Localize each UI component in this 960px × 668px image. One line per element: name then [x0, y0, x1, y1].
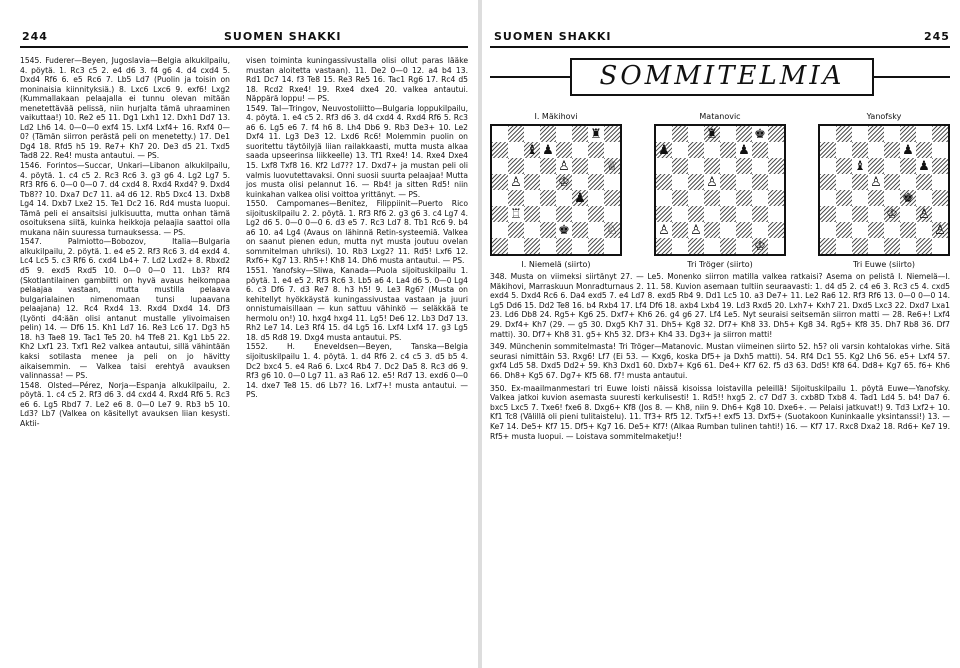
game-1548: 1548. Olsted—Pérez, Norja—Espanja alkukilpailu, 2. pöytä. 1. c4 c5 2. Rf3 d6 3. d4 cxd4 4. Rxd4 Rf6 5. Rc3 e6 6. Lg5 Rbd7 7. Le2 e6 8. 0—0 Le7 9. Rb3 b5 10. Ld3? Lb7 (Valkea on käsitellyt avauksen liian kesysti. Aktii- — [20, 380, 230, 428]
board-square — [820, 222, 836, 238]
board-square — [604, 126, 620, 142]
board-square — [492, 238, 508, 254]
board-square — [820, 190, 836, 206]
board-square — [736, 174, 752, 190]
board-square — [656, 222, 672, 238]
board-square — [704, 174, 720, 190]
board-square — [540, 142, 556, 158]
board-square — [752, 222, 768, 238]
board-square — [688, 190, 704, 206]
board-square — [752, 238, 768, 254]
game-1546: 1546. Forintos—Succar, Unkari—Libanon alkukilpailu, 4. pöytä. 1. c4 c5 2. Rc3 Rc6 3. g3 g6 4. Lg2 Lg7 5. Rf3 Rf6 6. 0—0 0—0 7. d4 cxd4 8. Rxd4 Rxd4? 9. Dxd4 Tb8?? 10. Dxa7 Dc7 11. a4 d6 12. Rb5 Dxc4 13. Dxb8 Lg4 14. Dxb7 Lxe2 15. Te1 Dc2 16. Rd4 musta luopui. Tämä peli ei ansaitsisi julkisuutta, mutta onhan tämä osoituksena siitä, kuinka heikkoja pelaajia saattoi olla mukana näin suuressa turnauksessa. — PS. — [20, 161, 230, 237]
board-square — [704, 190, 720, 206]
board-square — [932, 206, 948, 222]
game-1549: 1549. Tal—Tringov, Neuvostoliitto—Bulgaria loppukilpailu, 4. pöytä. 1. e4 c5 2. Rf3 d6 3. d4 cxd4 4. Rxd4 Rf6 5. Rc3 a6 6. Lg5 e6 7. f4 h6 8. Lh4 Db6 9. Rb3 De3+ 10. Le2 Dxf4 11. Lg3 De3 12. Lxd6 Rc6! Molemmin puolin on suoritettu täytöilyjä liian railakkaasti, mutta musta alkaa saada upseerinsa liikkeelle) 13. Tf1 Rxe4! 14. Rxe4 Dxe4 15. Lxf8 Txf8 16. Kf2 Ld7?? 17. Dxd7+ ja mustan peli oli valmis luovutettavaksi. Onni suosii suurta pelaajaa! Mutta jos musta olisi pelannut 16. — Rb4! ja sitten Rd5! niin kuinkahan valkea olisi voittoa yrittänyt. — PS. — [246, 103, 468, 199]
page-number-left: 244 — [22, 30, 48, 43]
board-square — [736, 206, 752, 222]
board-square — [508, 222, 524, 238]
solution-348: 348. Musta on viimeksi siirtänyt 27. — Le5. Monenko siirron matilla valkea ratkaisi? Asema on pelistä I. Niemelä—I. Mäkihovi, Marraskuun Monradturnaus 2. 11. 58. Kuvion asemaan tultiin seuraavasti: 1. d4 d5 2. c4 e6 3. Rc3 c5 4. cxd5 exd4 5. Dxd4 Rc6 6. Da4 exd5 7. e4 Ld7 8. exd5 Rb4 9. Dd1 Lc5 10. a3 De7+ 11. Le2 Ra6 12. Rf3 Rf6 13. 0—0 0—0 14. Lg5 Dd6 15. Dd2 Te8 16. b4 Rxb4 17. Lf4 Df6 18. axb4 Lxb4 19. Ld3 Rxd5 20. Lxh7+ Kxh7 21. Dxd5 Lxc3 22. Dxd7 Lxa1 23. Ld6 Db8 24. Rg5+ Kg6 25. Dxf7+ Kh6 26. g4 g6 27. Lf4 Le5. Nyt seuraisi seitsemän siirron matti — 28. Re6+! Lxf4 29. Dxf4+ Kh7 (29. — g5 30. Dxg5 Kh7 31. Dh5+ Kg8 32. Df7+ Kh8 33. Dh5+ Kg8 34. Rg5+ Kf8 35. Dh7 Rb8 36. Df7 matti). 30. Df7+ Kh8 31. g5+ Kh5 32. Df3+ Kh4 33. Dg3+ ja siirron matti! — [490, 272, 950, 339]
board-square — [836, 126, 852, 142]
board-square — [540, 158, 556, 174]
board-square — [852, 126, 868, 142]
board-square — [508, 158, 524, 174]
board-square — [508, 206, 524, 222]
board-square — [588, 126, 604, 142]
board-square — [736, 238, 752, 254]
chess-piece-icon: ♚ — [902, 190, 914, 206]
chess-piece-icon: ♔ — [754, 238, 766, 254]
board-square — [752, 158, 768, 174]
game-1548-cont: visen toiminta kuningassivustalla olisi ollut paras lääke mustan aloitetta vastaan). 11. De2 0—0 12. a4 b4 13. Rd1 Dc7 14. f3 Te8 15. Re3 Re5 16. Tac1 Rg6 17. Rc4 d5 18. Rcd2 Rxe4! 19. Rxe4 dxe4 20. valkea antautui. Näppärä loppu! — PS. — [246, 56, 468, 104]
board-square — [884, 158, 900, 174]
board-square — [524, 190, 540, 206]
chess-piece-icon: ♟ — [738, 142, 750, 158]
board-square — [836, 238, 852, 254]
board-square — [932, 142, 948, 158]
board-square — [720, 190, 736, 206]
chess-piece-icon: ♜ — [706, 126, 718, 142]
board-square — [736, 222, 752, 238]
board-square — [752, 126, 768, 142]
board-square — [704, 158, 720, 174]
diagram-2 — [654, 112, 786, 269]
chess-board — [818, 124, 950, 256]
board-square — [688, 174, 704, 190]
board-square — [836, 222, 852, 238]
board-square — [768, 222, 784, 238]
board-square — [820, 206, 836, 222]
board-square — [656, 238, 672, 254]
board-square — [736, 126, 752, 142]
header-rule-right — [490, 46, 950, 48]
board-square — [704, 206, 720, 222]
board-square — [916, 206, 932, 222]
chess-piece-icon: ♙ — [558, 158, 570, 174]
chess-piece-icon: ♟ — [918, 158, 930, 174]
board-square — [588, 238, 604, 254]
board-square — [572, 142, 588, 158]
board-square — [688, 126, 704, 142]
board-square — [820, 174, 836, 190]
board-square — [656, 126, 672, 142]
board-square — [836, 142, 852, 158]
board-square — [588, 206, 604, 222]
board-square — [672, 158, 688, 174]
board-square — [540, 206, 556, 222]
board-square — [572, 174, 588, 190]
board-square — [524, 238, 540, 254]
board-square — [588, 174, 604, 190]
board-square — [720, 126, 736, 142]
game-1545: 1545. Fuderer—Beyen, Jugoslavia—Belgia alkukilpailu, 4. pöytä. 1. Rc3 c5 2. e4 d6 3. f4 g6 4. d4 cxd4 5. Dxd4 Rf6 6. e5 Rc6 7. Lb5 Ld7 (Puolin ja toisin on moninaisia kiinnityksiä.) 8. Lxc6 Lxc6 9. exf6! Lxg2 (Kummallakaan pelaajalla ei tunnu olevan mitään menetettävää pelissä, niin hurjalta tämä uhraaminen vaikuttaa!) 10. Re2 e5 11. Dg1 Lxh1 12. Dxh1 Dd7 13. Ld2 Lh6 14. 0—0—0 exf4 15. Lxf4 Lxf4+ 16. Rxf4 0—0? (Tämän siirron perästä peli on menetetty.) 17. De1 Dg4 18. Rfd5 h5 19. Re7+ Kh7 20. De3 d5 21. Txd5 Tad8 22. Re4! musta antautui. — PS. — [20, 56, 230, 161]
board-square — [556, 126, 572, 142]
board-square — [868, 222, 884, 238]
board-square — [524, 222, 540, 238]
board-square — [492, 142, 508, 158]
board-square — [900, 174, 916, 190]
board-square — [704, 238, 720, 254]
board-square — [704, 222, 720, 238]
game-1551: 1551. Yanofsky—Sliwa, Kanada—Puola sijoituskilpailu 1. pöytä. 1. e4 e5 2. Rf3 Rc6 3. Lb5 a6 4. La4 d6 5. 0—0 Lg4 6. c3 Df6 7. d3 Re7 8. h3 h5! 9. Le3 Rg6? (Musta on kehitellyt hyökkäystä kuningassivustaa vastaan ja juuri onnistumaisillaan — kun sattuu vähinkö — seläkkää te hermolu on!) 10. hxg4 hxg4 11. Lg5! De6 12. Lb3 Dd7 13. Rh2 Le7 14. Le3 Rf4 15. d4 Lg5 16. Lxf4 Lxf4 17. g3 Lg5 18. d5 Rd8 19. Dxg4 musta antautui. PS. — [246, 266, 468, 342]
board-square — [508, 174, 524, 190]
board-square — [852, 158, 868, 174]
board-square — [492, 126, 508, 142]
board-square — [572, 158, 588, 174]
board-square — [604, 142, 620, 158]
chess-piece-icon: ♝ — [854, 158, 866, 174]
chess-piece-icon: ♙ — [510, 174, 522, 190]
board-square — [572, 206, 588, 222]
board-square — [688, 206, 704, 222]
board-square — [720, 238, 736, 254]
board-square — [932, 126, 948, 142]
board-square — [752, 190, 768, 206]
chess-piece-icon: ♟ — [574, 190, 586, 206]
right-page — [482, 0, 960, 668]
board-square — [604, 222, 620, 238]
board-square — [604, 190, 620, 206]
board-square — [736, 158, 752, 174]
board-square — [720, 158, 736, 174]
board-square — [688, 238, 704, 254]
board-square — [672, 190, 688, 206]
diagram-1 — [490, 112, 622, 269]
board-square — [736, 190, 752, 206]
header-rule-left — [20, 46, 468, 48]
diagram-1-title: I. Mäkihovi — [534, 112, 578, 121]
board-square — [900, 238, 916, 254]
board-square — [524, 126, 540, 142]
board-square — [868, 158, 884, 174]
board-square — [868, 190, 884, 206]
board-square — [540, 238, 556, 254]
board-square — [508, 126, 524, 142]
board-square — [672, 174, 688, 190]
board-square — [752, 206, 768, 222]
board-square — [932, 158, 948, 174]
chess-piece-icon: ♙ — [870, 174, 882, 190]
board-square — [492, 158, 508, 174]
board-square — [556, 238, 572, 254]
board-square — [720, 174, 736, 190]
board-square — [556, 190, 572, 206]
board-square — [884, 206, 900, 222]
board-square — [604, 174, 620, 190]
board-square — [752, 174, 768, 190]
board-square — [736, 142, 752, 158]
board-square — [932, 174, 948, 190]
board-square — [900, 222, 916, 238]
board-square — [672, 142, 688, 158]
board-square — [836, 190, 852, 206]
diagram-2-caption: Tri Tröger (siirto) — [687, 260, 753, 269]
board-square — [524, 158, 540, 174]
board-square — [820, 158, 836, 174]
board-square — [572, 238, 588, 254]
board-square — [688, 142, 704, 158]
chess-piece-icon: ♜ — [590, 126, 602, 142]
board-square — [540, 222, 556, 238]
board-square — [900, 206, 916, 222]
board-square — [656, 190, 672, 206]
chess-piece-icon: ♙ — [934, 222, 946, 238]
diagram-3-title: Yanofsky — [866, 112, 902, 121]
board-square — [656, 158, 672, 174]
board-square — [540, 190, 556, 206]
chess-piece-icon: ♙ — [690, 222, 702, 238]
board-square — [492, 190, 508, 206]
solution-349: 349. Münchenin sommitelmasta! Tri Tröger—Matanovic. Mustan viimeinen siirto 52. h5? oli varsin kohtalokas virhe. Sitä seurasi nimittäin 53. Rxg6! Lf7 (Ei 53. — Kxg6, koska Df5+ ja Dxh5 matti). 54. Rf4 Dc1 55. Kg2 Lh6 56. e5+ Lxf4 57. gxf4 Ld5 58. Dxd5 Dd2+ 59. Kh3 Dxd1 60. Dxb7+ Kg6 61. De4+ Kf7 62. f5 d3 63. Dd5! Kf8 64. Dd8+ Kg7 65. f6+ Kh6 66. Dh8+ Kg5 67. Dg7+ Kf5 68. f7! musta antautui. — [490, 342, 950, 380]
section-banner — [490, 58, 950, 92]
game-1552: 1552. H. Eneveldsen—Beyen, Tanska—Belgia sijoituskilpailu 1. 4. pöytä. 1. d4 Rf6 2. c4 c5 3. d5 b5 4. Dc2 bxc4 5. e4 Ra6 6. Lxc4 Rb4 7. Dc2 Da5 8. Rc3 d6 9. Rf3 g6 10. 0—0 Lg7 11. a3 Ra6 12. e5! Rd7 13. exd6 0—0 14. dxe7 Te8 15. d6 Lb7? 16. Lxf7+! musta antautui. — PS. — [246, 342, 468, 400]
board-square — [852, 142, 868, 158]
board-square — [752, 142, 768, 158]
board-square — [916, 222, 932, 238]
board-square — [820, 142, 836, 158]
diagram-3 — [818, 112, 950, 269]
chess-piece-icon: ♕ — [606, 158, 618, 174]
board-square — [588, 222, 604, 238]
diagram-1-caption: I. Niemelä (siirto) — [521, 260, 591, 269]
board-square — [768, 142, 784, 158]
board-square — [604, 158, 620, 174]
game-1550: 1550. Campomanes—Benitez, Filippiinit—Puerto Rico sijoituskilpailu 2. 2. pöytä. 1. Rf3 Rf6 2. g3 g6 3. c4 Lg7 4. Lg2 d6 5. 0—0 0—0 6. d3 e5 7. Rc3 Ld7 8. Tb1 Rc6 9. b4 a6 10. a4 Lg4 (Avaus on lähinnä Retin-systeemiä. Valkea on saanut pienen edun, mutta nyt musta joutuu ovelan sommitelman uhriksi). 10. Rb3 Lxg2? 11. Rd5! Lxf6 12. Rxf6+ Kg7 13. Rh5+! Kh8 14. Dh6 musta antautui. — PS. — [246, 199, 468, 266]
chess-piece-icon: ♟ — [658, 142, 670, 158]
board-square — [704, 142, 720, 158]
board-square — [508, 142, 524, 158]
board-square — [604, 238, 620, 254]
chess-piece-icon: ♟ — [542, 142, 554, 158]
board-square — [556, 158, 572, 174]
board-square — [916, 142, 932, 158]
board-square — [720, 142, 736, 158]
board-square — [492, 174, 508, 190]
board-square — [768, 206, 784, 222]
board-square — [884, 190, 900, 206]
board-square — [916, 126, 932, 142]
board-square — [852, 238, 868, 254]
board-square — [868, 174, 884, 190]
board-square — [540, 174, 556, 190]
chess-piece-icon: ♟ — [902, 142, 914, 158]
board-square — [868, 126, 884, 142]
board-square — [572, 126, 588, 142]
diagram-2-title: Matanovic — [699, 112, 741, 121]
board-square — [656, 142, 672, 158]
board-square — [672, 238, 688, 254]
board-square — [768, 126, 784, 142]
chess-piece-icon: ♚ — [754, 126, 766, 142]
page-number-right: 245 — [924, 30, 950, 43]
board-square — [672, 206, 688, 222]
chess-piece-icon: ♙ — [658, 222, 670, 238]
board-square — [884, 238, 900, 254]
board-square — [588, 158, 604, 174]
board-square — [916, 190, 932, 206]
board-square — [588, 142, 604, 158]
board-square — [916, 158, 932, 174]
board-square — [540, 126, 556, 142]
board-square — [556, 174, 572, 190]
board-square — [720, 222, 736, 238]
board-square — [900, 126, 916, 142]
board-square — [672, 126, 688, 142]
board-square — [932, 190, 948, 206]
board-square — [768, 238, 784, 254]
board-square — [884, 142, 900, 158]
chess-piece-icon: ♝ — [526, 142, 538, 158]
board-square — [836, 206, 852, 222]
left-column-2 — [246, 56, 468, 400]
board-square — [704, 126, 720, 142]
board-square — [720, 206, 736, 222]
board-square — [604, 206, 620, 222]
board-square — [900, 158, 916, 174]
board-square — [852, 174, 868, 190]
board-square — [884, 222, 900, 238]
board-square — [836, 174, 852, 190]
board-square — [572, 222, 588, 238]
board-square — [572, 190, 588, 206]
board-square — [768, 158, 784, 174]
board-square — [820, 126, 836, 142]
banner-line-left — [490, 76, 570, 78]
board-square — [508, 238, 524, 254]
solutions-text — [490, 272, 950, 444]
board-square — [916, 238, 932, 254]
chess-piece-icon: ♚ — [558, 222, 570, 238]
chess-piece-icon: ♔ — [886, 206, 898, 222]
banner-line-right — [870, 76, 950, 78]
board-square — [868, 238, 884, 254]
running-header-right: SUOMEN SHAKKI — [494, 30, 612, 43]
chess-piece-icon: ♘ — [606, 222, 618, 238]
board-square — [852, 206, 868, 222]
game-1547: 1547. Palmiotto—Bobozov, Italia—Bulgaria alkukilpailu, 2. pöytä. 1. e4 e5 2. Rf3 Rc6 3. d4 exd4 4. Lc4 Lc5 5. c3 Rf6 6. cxd4 Lb4+ 7. Ld2 Lxd2+ 8. Rbxd2 d5 9. exd5 Rxd5 10. 0—0 0—0 11. Lb3? Rf4 (Skotlantilainen gambiitti on hyvä avaus heikompaa pelaajaa vastaan, mutta mustilla pelaava bulgarialainen nimenomaan tunsi lupaavana pelaajana) 12. Rc4 Rxd4 13. Rxd4 Dxd4 14. Df3 (Lyönti d4:ään olisi antanut mustalle ylivoimaisen pelin) 14. — Df6 15. Kh1 Ld7 16. Re3 Lc6 17. Dg3 h5 18. h3 Tae8 19. Tac1 Te5 20. h4 Tfe8 21. Kg1 Lb5 22. Kh2 Lxf1 23. Txf1 Re2 valkea antautui, sillä vähintään kaksi sotilasta menee ja peli on jo hävitty aikaisemmin. — Valkea taisi erehtyä avauksen valinnassa! — PS. — [20, 237, 230, 381]
board-square — [932, 222, 948, 238]
board-square — [556, 142, 572, 158]
chess-piece-icon: ♖ — [510, 206, 522, 222]
board-square — [492, 222, 508, 238]
board-square — [508, 190, 524, 206]
board-square — [768, 174, 784, 190]
board-square — [916, 174, 932, 190]
chess-piece-icon: ♔ — [558, 174, 570, 190]
board-square — [656, 206, 672, 222]
board-square — [688, 222, 704, 238]
solution-350: 350. Ex-maailmanmestari tri Euwe loisti näissä kisoissa loistavilla peleillä! Sijoituskilpailu 1. pöytä Euwe—Yanofsky. Valkea jatkoi kuvion asemasta suuresti kerkulisesti! 1. Rd5!! hxg5 2. c7 Dd7 3. cxb8D Txb8 4. Tad1 Ld4 5. b4! Da7 6. bxc5 Lxc5 7. Txe6! fxe6 8. Dxg6+ Kf8 (Jos 8. — Kh8, niin 9. Dh6+ Kg8 10. Dxe6+. — Pelaisi jatkuvat!) 9. Td3 Lxf2+ 10. Kf1 Tc8 (Välillä oli pieni tulitaistelu). 11. Tf3+ Rf5 12. Txf5+! exf5 13. Dxf5+ (Suotakoon Kuninkaalle yksintanssi!) 13. — Ke7 14. De5+ Kf7 15. Df5+ Kg7 16. De5+ Kf7! (Alkaa Rumban tulinen tahti!) 16. — Kf7 17. Rxc8 Dxa2 18. Rd6+ Ke7 19. Rf5+ musta luopui. — Loistava sommitelmaketju!! — [490, 383, 950, 441]
board-square — [672, 222, 688, 238]
board-square — [852, 190, 868, 206]
board-square — [768, 190, 784, 206]
board-square — [656, 174, 672, 190]
board-square — [900, 142, 916, 158]
chess-board — [490, 124, 622, 256]
board-square — [524, 174, 540, 190]
board-square — [688, 158, 704, 174]
chess-board — [654, 124, 786, 256]
board-square — [868, 206, 884, 222]
board-square — [524, 206, 540, 222]
diagram-3-caption: Tri Euwe (siirto) — [852, 260, 916, 269]
board-square — [820, 238, 836, 254]
board-square — [900, 190, 916, 206]
board-square — [836, 158, 852, 174]
board-square — [492, 206, 508, 222]
board-square — [556, 206, 572, 222]
board-square — [556, 222, 572, 238]
board-square — [852, 222, 868, 238]
board-square — [588, 190, 604, 206]
board-square — [868, 142, 884, 158]
chess-piece-icon: ♙ — [706, 174, 718, 190]
running-header-left: SUOMEN SHAKKI — [224, 30, 342, 43]
left-column-1 — [20, 56, 230, 428]
board-square — [932, 238, 948, 254]
board-square — [884, 174, 900, 190]
board-square — [524, 142, 540, 158]
board-square — [884, 126, 900, 142]
section-title: SOMMITELMIA — [570, 58, 874, 96]
chess-piece-icon: ♙ — [918, 206, 930, 222]
